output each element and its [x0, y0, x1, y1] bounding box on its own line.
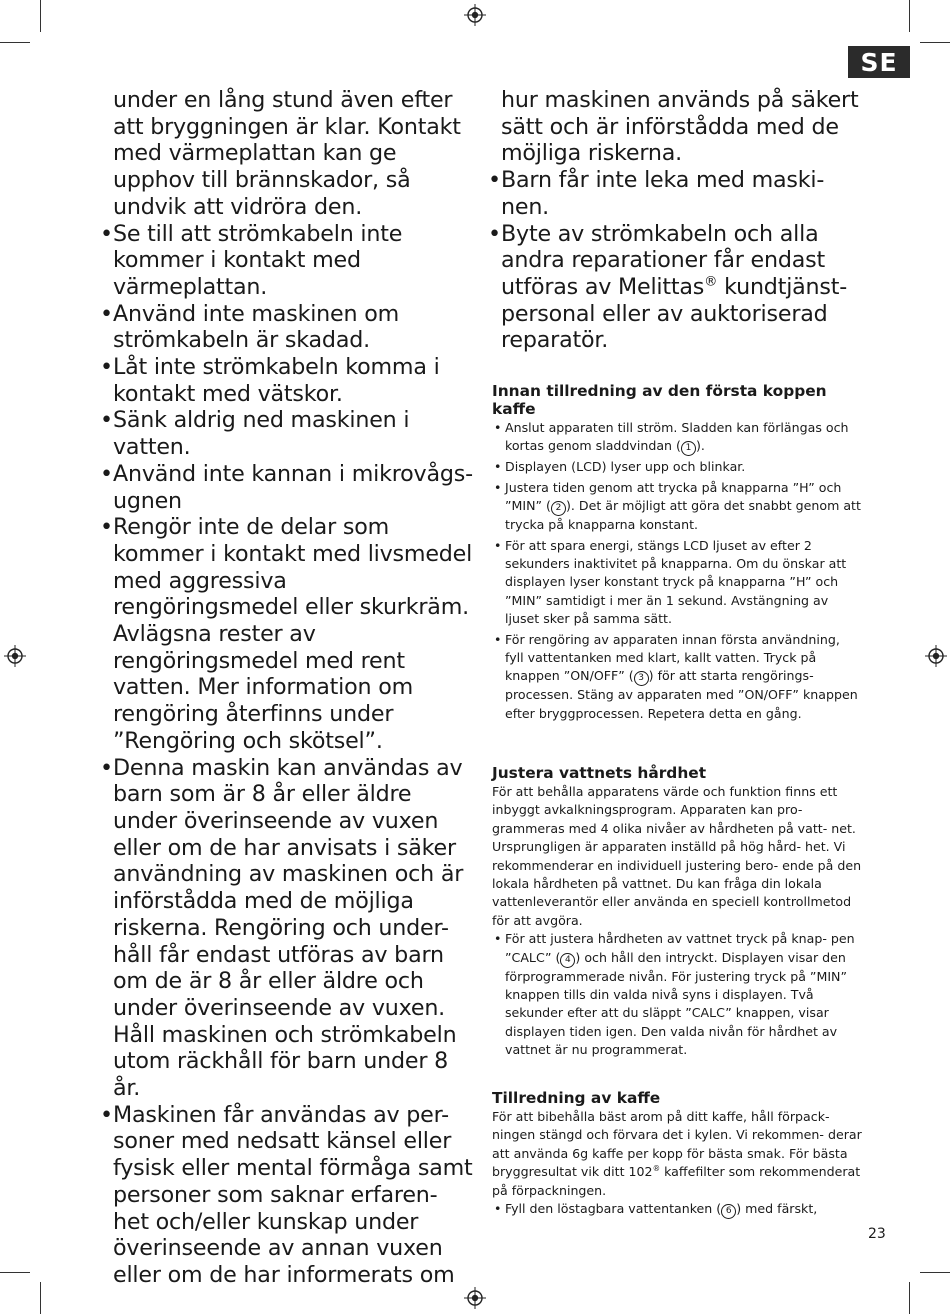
instruction-list — [492, 930, 862, 1059]
text: Justera tiden genom att trycka på knapparna ”H” och ”MIN” ( — [505, 479, 842, 514]
list-item: • Sänk aldrig ned maskinen i vatten. — [100, 407, 475, 460]
crop-mark — [920, 42, 950, 43]
text: Byte av strömkabeln och alla andra reparationer får endast utföras av Melittas — [501, 220, 825, 300]
text: ). Det är möjligt att göra det snabbt genom att trycka på knapparna konstant. — [505, 498, 861, 533]
instruction-list — [492, 1200, 862, 1219]
list-item: • Displayen (LCD) lyser upp och blinkar. — [492, 458, 862, 476]
list-item: • Barn får inte leka med maski- nen. — [488, 167, 868, 220]
continuation-text: hur maskinen används på säkert sätt och är införstådda med de möjliga riskerna. — [501, 87, 859, 167]
crop-mark — [0, 42, 30, 43]
language-badge: SE — [848, 46, 910, 78]
left-column — [100, 87, 475, 1289]
safety-list — [100, 221, 475, 1289]
list-item: • Se till att strömkabeln inte kommer i kontakt med värmeplattan. — [100, 221, 475, 301]
list-item — [492, 1200, 862, 1219]
crop-mark — [920, 1272, 950, 1273]
paragraph — [492, 1108, 862, 1200]
text: För att bibehålla bäst arom på ditt kaffe, håll förpack- ningen stängd och förvara det i kylen. Vi rekommen- derar att använda 6g kaffe per kopp för bästa smak. För bästa bryggresultat vik ditt 102 — [492, 1109, 862, 1180]
section-heading: Innan tillredning av den första koppen kaffe — [492, 382, 827, 418]
number-badge: 2 — [551, 501, 566, 516]
section-water-hardness — [492, 764, 862, 1062]
list-item: • Låt inte strömkabeln komma i kontakt med vätskor. — [100, 354, 475, 407]
list-item: • Använd inte kannan i mikrovågs- ugnen — [100, 461, 475, 514]
crop-mark — [40, 0, 41, 32]
section-first-use — [492, 382, 862, 725]
number-badge: 4 — [560, 953, 575, 968]
text: ) och håll den intryckt. Displayen visar den förprogrammerade nivån. För justering tryck på ”MIN” knappen tills din valda nivå syns i displayen. Två sekunder efter att du släppt ”CALC” knappen, visar displayen tiden igen. Den valda nivån för hårdhet av vattnet är nu programmerat. — [505, 949, 847, 1058]
list-item: • För att spara energi, stängs LCD ljuset av efter 2 sekunders inaktivitet på knapparna. Om du önskar att displayen lyser konstant tryck på knapparna ”H” och ”MIN” samtidigt i mer än 1 sekund. Avstängning av ljuset sker på samma sätt. — [492, 537, 862, 629]
text: ) för att starta rengörings- processen. Stäng av apparaten med ”ON/OFF” knappen efter bryggprocessen. Repetera detta en gång. — [505, 668, 858, 721]
list-item — [492, 631, 862, 724]
number-badge: 3 — [634, 671, 649, 686]
list-item — [492, 930, 862, 1059]
crop-mark — [0, 1272, 30, 1273]
list-item — [492, 419, 862, 456]
section-coffee-preparation — [492, 1089, 862, 1221]
registered-mark: ® — [704, 274, 718, 290]
paragraph: För att behålla apparatens värde och funktion finns ett inbyggt avkalkningsprogram. Apparaten kan pro- grammeras med 4 olika nivåer av hårdheten på vatt- net. Ursprungligen är apparaten inställd på hög hård- het. Vi rekommenderar en individuell justering bero- ende på den lokala hårdheten på vattnet. Du kan fråga din lokala vattenleverantör eller använda en speciell kontrollmetod för att avgöra. — [492, 784, 862, 928]
registered-mark: ® — [652, 1164, 661, 1174]
number-badge: 1 — [681, 441, 696, 456]
list-item: • Använd inte maskinen om strömkabeln är skadad. — [100, 301, 475, 354]
crop-mark — [909, 0, 910, 32]
page-number: 23 — [868, 1226, 886, 1242]
continuation-text: under en lång stund även efter att bryggningen är klar. Kontakt med värmeplattan kan ge upphov till brännskador, så undvik att vidröra den. — [113, 87, 461, 220]
section-heading: Justera vattnets hårdhet — [492, 764, 707, 782]
crop-mark — [40, 1282, 41, 1314]
text: ) med färskt, — [736, 1201, 818, 1217]
text: ). — [695, 438, 705, 454]
text: kundtjänst- personal eller av auktoriserad reparatör. — [501, 273, 848, 354]
registration-mark-icon — [464, 1287, 486, 1309]
registration-mark-icon — [925, 645, 947, 667]
text: kaffefilter som rekommenderat på förpackningen. — [492, 1164, 861, 1198]
text: För att justera hårdheten av vattnet tryck på knap- pen ”CALC” ( — [505, 931, 855, 965]
right-column-top — [488, 87, 868, 354]
list-item — [488, 221, 868, 355]
instruction-list — [492, 419, 862, 723]
text: Anslut apparaten till ström. Sladden kan förlängas och kortas genom sladdvindan ( — [505, 420, 849, 454]
number-badge: 6 — [721, 1204, 736, 1219]
registration-mark-icon — [4, 645, 26, 667]
list-item: • Rengör inte de delar som kommer i kontakt med livsmedel med aggressiva rengöringsmedel eller skurkräm. Avlägsna rester av rengöringsmedel med rent vatten. Mer information om rengöring återfinns under ”Rengöring och skötsel”. — [100, 514, 475, 754]
safety-list — [488, 167, 868, 354]
list-item: • Maskinen får användas av per- soner med nedsatt känsel eller fysisk eller mental förmåga samt personer som saknar erfaren- het och/eller kunskap under överinseende av annan vuxen eller om de har informerats om — [100, 1102, 475, 1289]
section-heading: Tillredning av kaffe — [492, 1089, 661, 1107]
crop-mark — [909, 1282, 910, 1314]
registration-mark-icon — [464, 4, 486, 26]
list-item — [492, 479, 862, 535]
text: För rengöring av apparaten innan första användning, fyll vattentanken med klart, kallt vatten. Tryck på knappen ”ON/OFF” ( — [505, 631, 840, 684]
text: Fyll den löstagbara vattentanken ( — [505, 1201, 722, 1217]
list-item: • Denna maskin kan användas av barn som är 8 år eller äldre under överinseende av vuxen eller om de har anvisats i säker användning av maskinen och är införstådda med de möjliga riskerna. Rengöring och under- håll får endast utföras av barn om de är 8 år eller äldre och under överinseende av vuxen. Håll maskinen och strömkabeln utom räckhåll för barn under 8 år. — [100, 755, 475, 1102]
